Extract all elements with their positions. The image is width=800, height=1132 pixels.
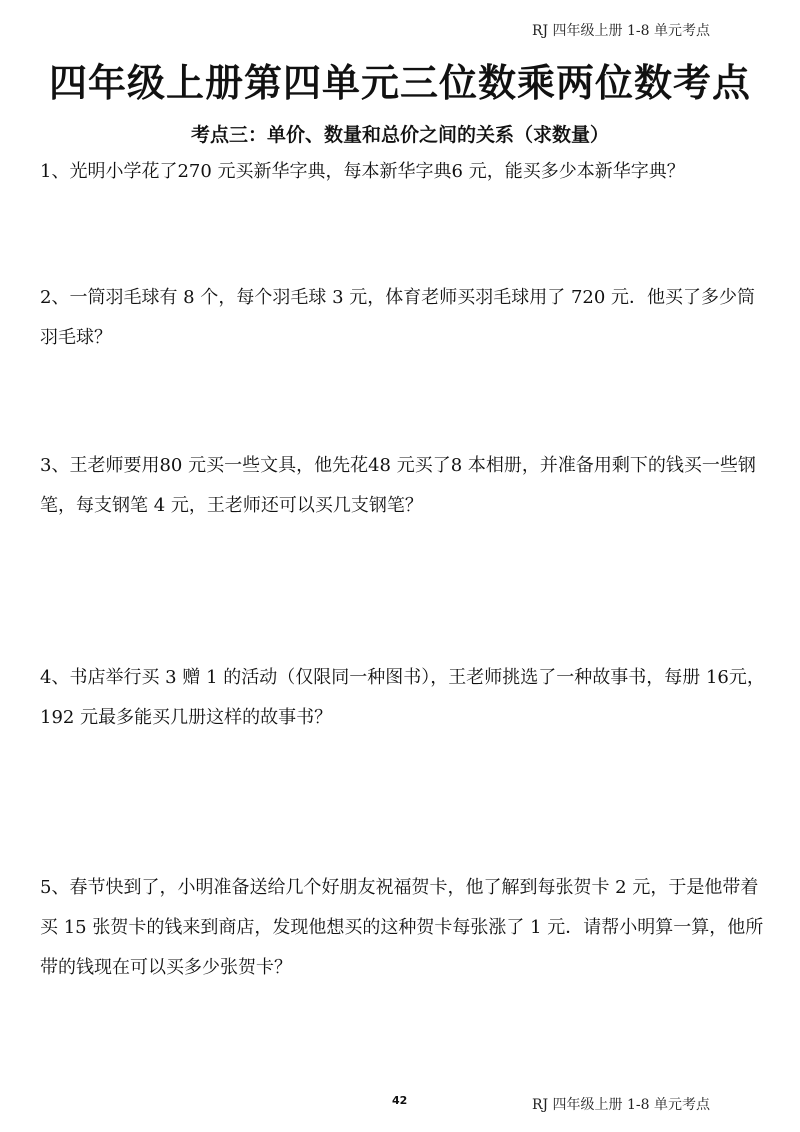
header-note: RJ 四年级上册 1-8 单元考点 [531,23,710,39]
page-title: 四年级上册第四单元三位数乘两位数考点 [48,60,751,105]
question-3: 3、王老师要用80 元买一些文具，他先花48 元买了8 本相册，并准备用剩下的钱买一些钢笔，每支钢笔 4 元，王老师还可以买几支钢笔？ [40,455,756,516]
question-2: 2、一筒羽毛球有 8 个，每个羽毛球 3 元，体育老师买羽毛球用了 720 元．他买了多少筒羽毛球？ [40,287,756,348]
section-subtitle: 考点三：单价、数量和总价之间的关系（求数量） [190,124,609,146]
question-5: 5、春节快到了，小明准备送给几个好朋友祝福贺卡，他了解到每张贺卡 2 元，于是他带着买 15 张贺卡的钱来到商店，发现他想买的这种贺卡每张涨了 1 元．请帮小明算一算，他所带的钱现在可以买多少张贺卡？ [40,877,764,978]
question-1: 1、光明小学花了270 元买新华字典，每本新华字典6 元，能买多少本新华字典？ [40,161,685,182]
question-4: 4、书店举行买 3 赠 1 的活动（仅限同一种图书），王老师挑选了一种故事书，每册 16元，192 元最多能买几册这样的故事书？ [40,667,765,728]
page-number: 42 [392,1094,408,1107]
footer-note: RJ 四年级上册 1-8 单元考点 [531,1097,710,1113]
